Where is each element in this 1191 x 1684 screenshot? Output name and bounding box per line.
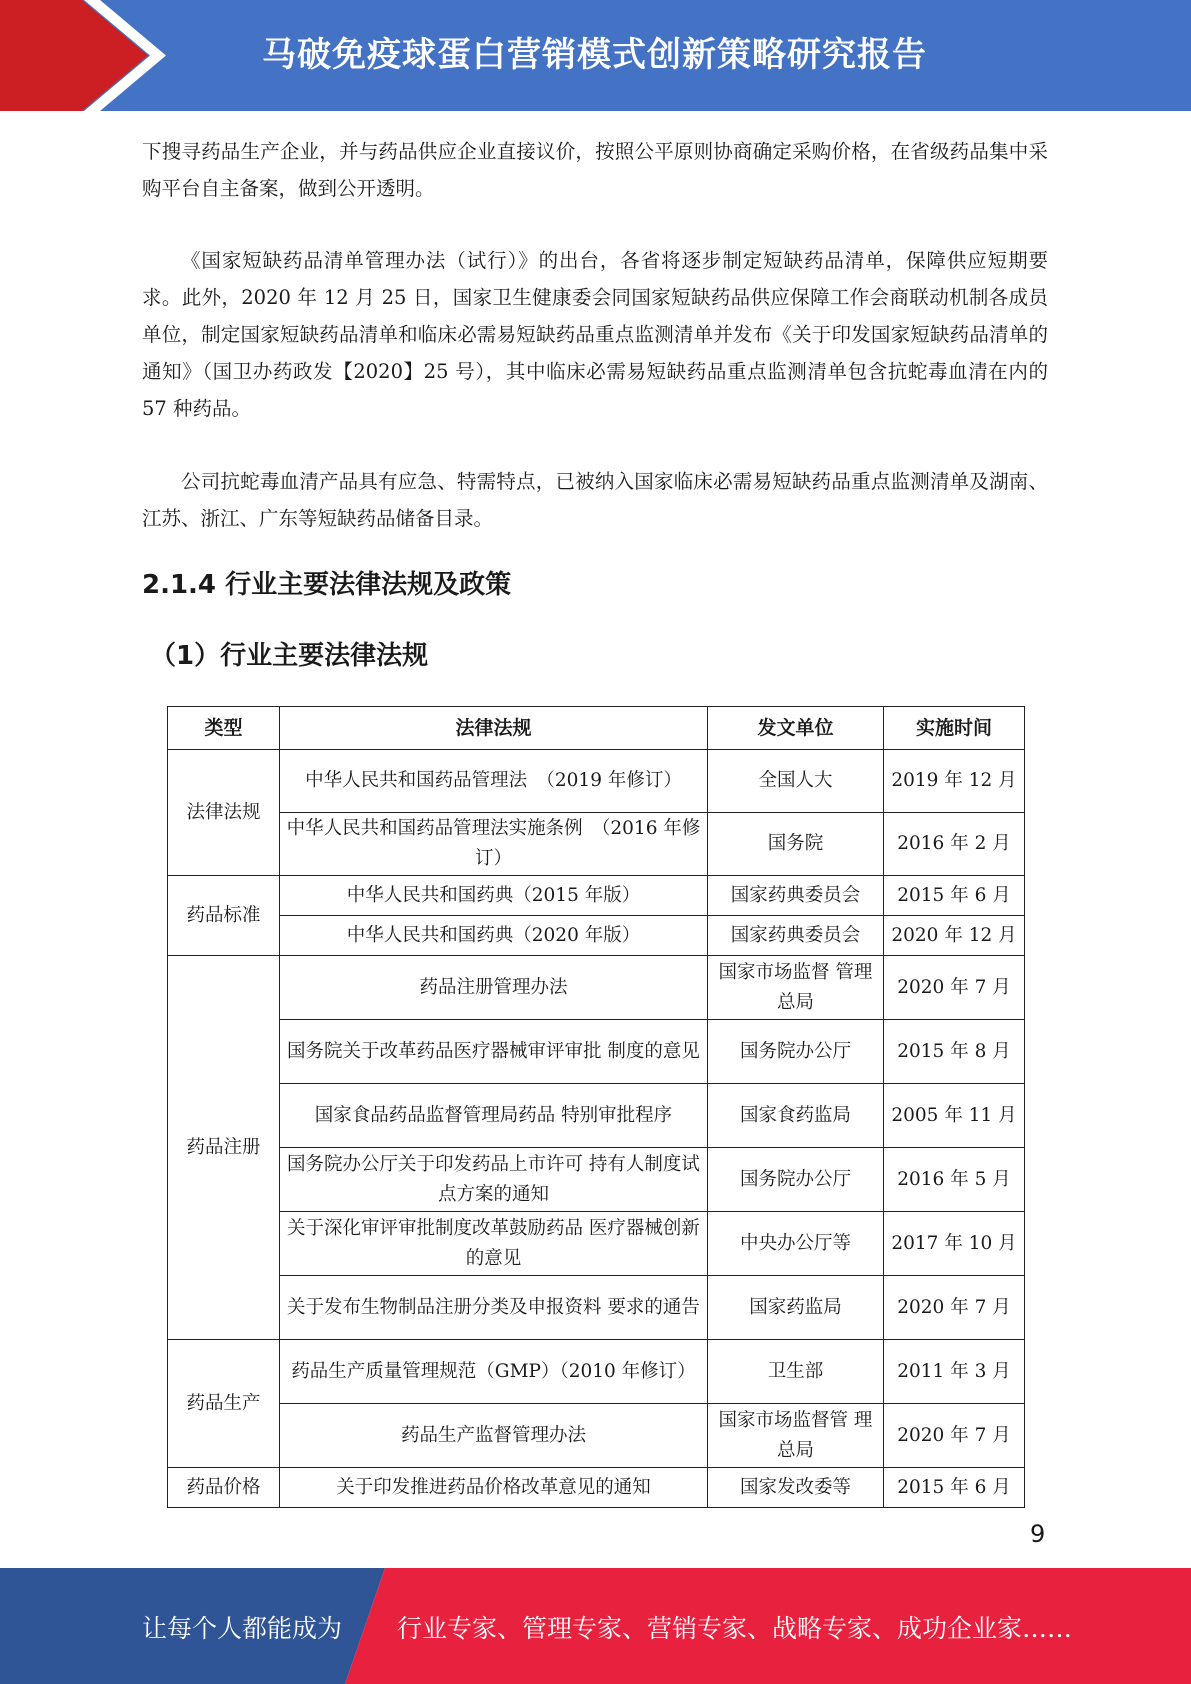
table-row [168,1084,1025,1148]
issuer-cell: 国家食药监局 [708,1084,884,1148]
date-cell: 2017 年 10 月 [884,1212,1025,1276]
footer-slogan-left: 让每个人都能成为 [142,1614,343,1643]
col-header-issuer: 发文单位 [708,707,884,750]
issuer-cell: 国家市场监督管 理总局 [708,1404,884,1468]
table-row [168,1468,1025,1508]
law-cell: 关于印发推进药品价格改革意见的通知 [280,1468,708,1508]
table-row [168,750,1025,813]
date-cell: 2015 年 6 月 [884,876,1025,916]
section-heading: 2.1.4 行业主要法律法规及政策 [142,570,512,600]
date-cell: 2019 年 12 月 [884,750,1025,813]
law-cell: 药品生产监督管理办法 [280,1404,708,1468]
law-regulation-table [167,706,1025,1508]
category-cell: 药品生产 [168,1340,280,1468]
law-cell: 药品生产质量管理规范（GMP）（2010 年修订） [280,1340,708,1404]
date-cell: 2016 年 5 月 [884,1148,1025,1212]
table-row [168,916,1025,956]
date-cell: 2020 年 7 月 [884,1276,1025,1340]
issuer-cell: 国家市场监督 管理总局 [708,956,884,1020]
footer-slogan-right: 行业专家、管理专家、营销专家、战略专家、成功企业家…… [397,1614,1073,1643]
law-cell: 关于深化审评审批制度改革鼓励药品 医疗器械创新的意见 [280,1212,708,1276]
date-cell: 2011 年 3 月 [884,1340,1025,1404]
table-header-row [168,707,1025,750]
sub-heading: （1）行业主要法律法规 [150,641,429,671]
category-cell: 药品价格 [168,1468,280,1508]
table-row [168,956,1025,1020]
issuer-cell: 国家药典委员会 [708,916,884,956]
table-row [168,1404,1025,1468]
paragraph-procurement: 下搜寻药品生产企业，并与药品供应企业直接议价，按照公平原则协商确定采购价格，在省级药品集中采购平台自主备案，做到公开透明。 [142,140,1048,200]
category-cell: 法律法规 [168,750,280,876]
issuer-cell: 中央办公厅等 [708,1212,884,1276]
law-cell: 中华人民共和国药品管理法实施条例 （2016 年修订） [280,813,708,876]
issuer-cell: 国家药监局 [708,1276,884,1340]
report-title: 马破免疫球蛋白营销模式创新策略研究报告 [262,35,927,75]
table-row [168,1148,1025,1212]
issuer-cell: 国务院 [708,813,884,876]
table-row [168,813,1025,876]
date-cell: 2005 年 11 月 [884,1084,1025,1148]
category-cell: 药品标准 [168,876,280,956]
table-row [168,1340,1025,1404]
table-row [168,876,1025,916]
issuer-cell: 国务院办公厅 [708,1148,884,1212]
date-cell: 2015 年 8 月 [884,1020,1025,1084]
table-row [168,1212,1025,1276]
issuer-cell: 国务院办公厅 [708,1020,884,1084]
table-row [168,1276,1025,1340]
date-cell: 2020 年 7 月 [884,1404,1025,1468]
date-cell: 2020 年 7 月 [884,956,1025,1020]
paragraph-shortage-list: 《国家短缺药品清单管理办法（试行）》的出台，各省将逐步制定短缺药品清单，保障供应短期要求。此外，2020 年 12 月 25 日，国家卫生健康委会同国家短缺药品供应保障工作会商联动机制各成员单位，制定国家短缺药品清单和临床必需易短缺药品重点监测清单并发布《关于印发国家短缺药品清单的通知》（国卫办药政发【2020】25 号），其中临床必需易短缺药品重点监测清单包含抗蛇毒血清在内的 57 种药品。 [142,249,1048,420]
date-cell: 2020 年 12 月 [884,916,1025,956]
page-number: 9 [1030,1520,1046,1548]
issuer-cell: 国家药典委员会 [708,876,884,916]
issuer-cell: 全国人大 [708,750,884,813]
paragraph-antivenom: 公司抗蛇毒血清产品具有应急、特需特点，已被纳入国家临床必需易短缺药品重点监测清单及湖南、江苏、浙江、广东等短缺药品储备目录。 [142,470,1048,530]
category-cell: 药品注册 [168,956,280,1340]
col-header-law: 法律法规 [280,707,708,750]
law-cell: 中华人民共和国药典（2020 年版） [280,916,708,956]
issuer-cell: 卫生部 [708,1340,884,1404]
law-cell: 关于发布生物制品注册分类及申报资料 要求的通告 [280,1276,708,1340]
report-header [0,0,1191,111]
law-cell: 药品注册管理办法 [280,956,708,1020]
law-cell: 中华人民共和国药品管理法 （2019 年修订） [280,750,708,813]
law-cell: 国务院关于改革药品医疗器械审评审批 制度的意见 [280,1020,708,1084]
col-header-date: 实施时间 [884,707,1025,750]
date-cell: 2016 年 2 月 [884,813,1025,876]
issuer-cell: 国家发改委等 [708,1468,884,1508]
law-cell: 中华人民共和国药典（2015 年版） [280,876,708,916]
table-row [168,1020,1025,1084]
law-cell: 国务院办公厅关于印发药品上市许可 持有人制度试点方案的通知 [280,1148,708,1212]
law-cell: 国家食品药品监督管理局药品 特别审批程序 [280,1084,708,1148]
col-header-type: 类型 [168,707,280,750]
date-cell: 2015 年 6 月 [884,1468,1025,1508]
